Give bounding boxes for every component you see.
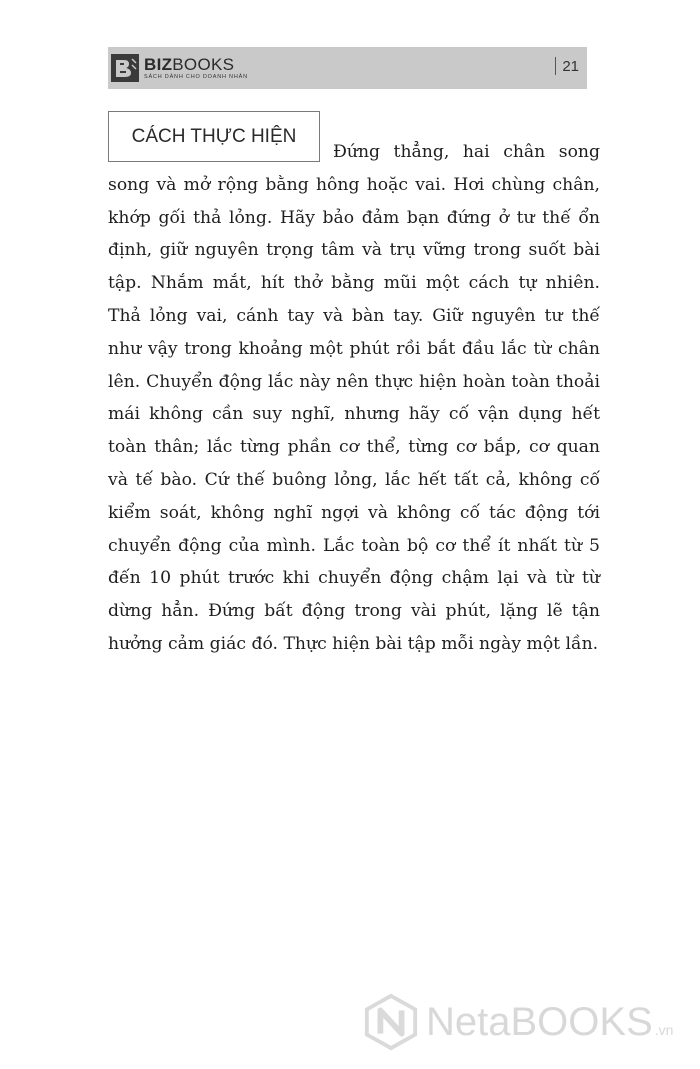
- body-paragraph-block: [108, 136, 600, 661]
- brand-tagline: SÁCH DÀNH CHO DOANH NHÂN: [144, 73, 248, 80]
- page-number-value: 21: [562, 57, 579, 75]
- watermark-suffix: .vn: [654, 1022, 674, 1038]
- watermark-text: NetaBOOKS: [426, 999, 653, 1044]
- page-number: [555, 57, 579, 75]
- label-spacer: [108, 136, 333, 166]
- page-number-divider: [555, 57, 556, 75]
- body-paragraph: Đứng thẳng, hai chân song song và mở rộng bằng hông hoặc vai. Hơi chùng chân, khớp gối thả lỏng. Hãy bảo đảm bạn đứng ở tư thế ổn định, giữ nguyên trọng tâm và trụ vững trong suốt bài tập. Nhắm mắt, hít thở bằng mũi một cách tự nhiên. Thả lỏng vai, cánh tay và bàn tay. Giữ nguyên tư thế như vậy trong khoảng một phút rồi bắt đầu lắc từ chân lên. Chuyển động lắc này nên thực hiện hoàn toàn thoải mái không cần suy nghĩ, nhưng hãy cố vận dụng hết toàn thân; lắc từng phần cơ thể, từng cơ bắp, cơ quan và tế bào. Cứ thế buông lỏng, lắc hết tất cả, không cố kiểm soát, không nghĩ ngợi và không cố tác động tới chuyển động của mình. Lắc toàn bộ cơ thể ít nhất từ 5 đến 10 phút trước khi chuyển động chậm lại và từ từ dừng hẳn. Đứng bất động trong vài phút, lặng lẽ tận hưởng cảm giác đó. Thực hiện bài tập mỗi ngày một lần.: [108, 142, 600, 654]
- brand-name: BIZBOOKS: [144, 54, 235, 74]
- brand: [110, 51, 248, 85]
- netabooks-logo-icon: [362, 993, 420, 1051]
- watermark: [362, 992, 673, 1052]
- section-label-box: CÁCH THỰC HIỆN: [108, 111, 320, 162]
- bizbooks-logo-icon: [110, 53, 140, 83]
- page-header: [108, 47, 587, 89]
